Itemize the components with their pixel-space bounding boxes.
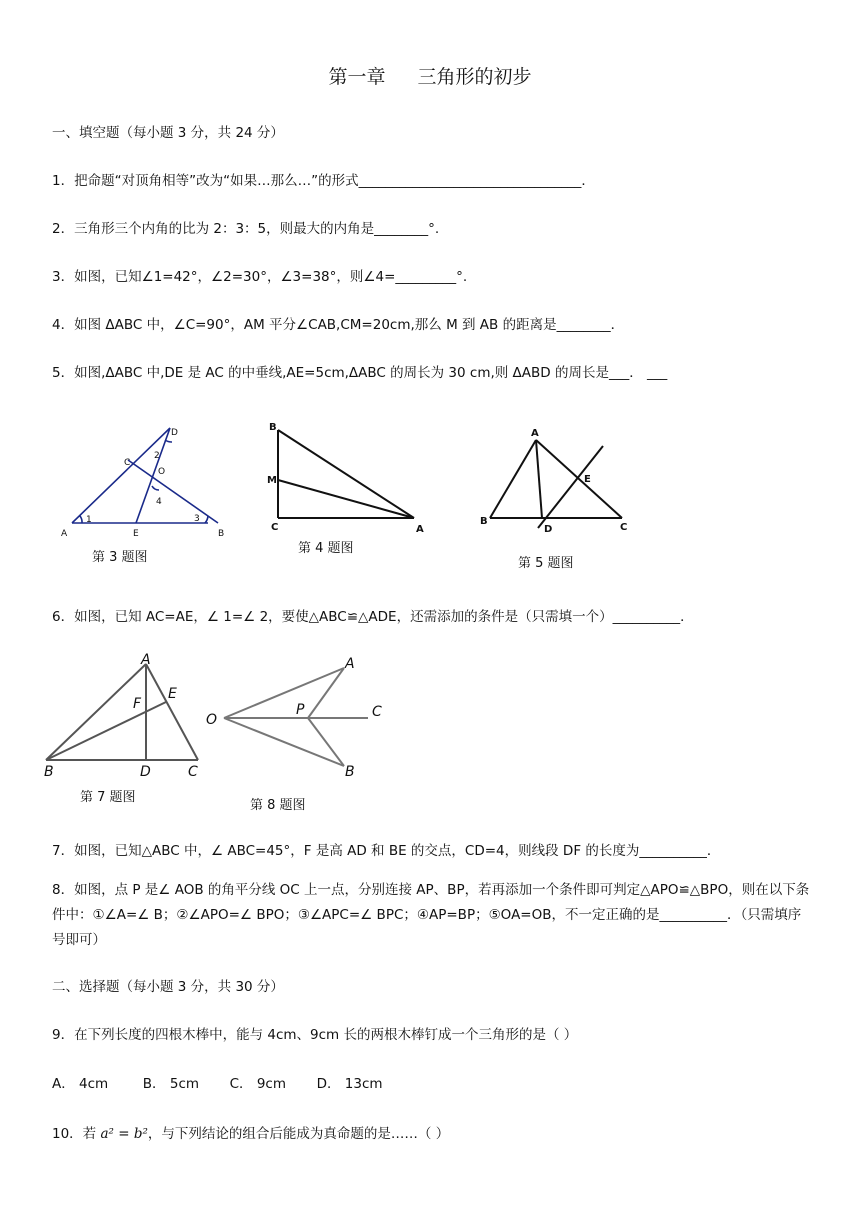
fig3-angle-4 bbox=[152, 486, 159, 490]
fig5-label-b: B bbox=[480, 516, 488, 527]
fig8-label-a: A bbox=[345, 656, 355, 672]
fig3-label-e: E bbox=[133, 529, 139, 539]
question-1: 1．把命题“对顶角相等”改为“如果…那么…”的形式_________________________________． bbox=[52, 173, 595, 189]
page-title bbox=[0, 62, 860, 89]
q9-option-c: C． 9cm bbox=[229, 1076, 286, 1092]
fig3-label-1: 1 bbox=[86, 515, 92, 525]
section-fill-in-heading: 一、填空题（每小题 3 分，共 24 分） bbox=[52, 125, 284, 141]
q9-option-d: D． 13cm bbox=[316, 1076, 383, 1092]
figure-3 bbox=[60, 420, 240, 545]
fig4-segment-am bbox=[278, 480, 414, 518]
fig7-segment-ac bbox=[146, 664, 198, 760]
fig8-label-c: C bbox=[372, 704, 382, 720]
q9-option-b: B． 5cm bbox=[142, 1076, 200, 1092]
fig7-label-c: C bbox=[188, 764, 198, 780]
fig8-label-p: P bbox=[296, 702, 305, 718]
q10-suffix: ，与下列结论的组合后能成为真命题的是……（ ） bbox=[147, 1126, 450, 1142]
fig3-label-o: O bbox=[158, 467, 166, 477]
question-3: 3．如图，已知∠1=42°，∠2=30°，∠3=38°，则∠4=_________°. bbox=[52, 269, 468, 285]
fig7-label-a: A bbox=[141, 652, 151, 668]
figure-8 bbox=[200, 650, 400, 780]
fig3-label-3: 3 bbox=[194, 514, 200, 524]
fig5-segment-ab bbox=[490, 440, 536, 518]
figure-4-caption: 第 4 题图 bbox=[298, 541, 354, 556]
figure-3-caption: 第 3 题图 bbox=[92, 550, 148, 565]
fig4-label-c: C bbox=[271, 522, 279, 533]
figure-4 bbox=[264, 420, 434, 540]
fig3-label-c: C bbox=[124, 458, 131, 468]
fig8-label-o: O bbox=[206, 712, 218, 728]
fig3-label-2: 2 bbox=[154, 451, 160, 461]
fig5-perpendicular-bisector bbox=[538, 446, 603, 528]
chapter-number: 第一章 bbox=[328, 66, 386, 88]
question-9-options bbox=[52, 1072, 383, 1092]
question-4: 4．如图 ΔABC 中，∠C=90°，AM 平分∠CAB,CM=20cm,那么 M 到 AB 的距离是________． bbox=[52, 317, 625, 333]
fig5-label-d: D bbox=[544, 524, 553, 535]
fig7-segment-ab bbox=[46, 664, 146, 760]
fig4-label-a: A bbox=[416, 524, 424, 535]
figure-5 bbox=[476, 424, 636, 539]
fig5-segment-ad bbox=[536, 440, 542, 518]
q10-formula: a² = b² bbox=[100, 1126, 148, 1142]
fig5-label-e: E bbox=[584, 474, 591, 485]
fig3-label-a: A bbox=[61, 529, 68, 539]
fig3-segment-ad bbox=[72, 428, 170, 523]
figure-5-caption: 第 5 题图 bbox=[518, 556, 574, 571]
question-5: 5．如图,ΔABC 中,DE 是 AC 的中垂线,AE=5cm,ΔABC 的周长为 30 cm,则 ΔABD 的周长是___． ___ bbox=[52, 365, 668, 381]
fig3-angle-1 bbox=[80, 516, 82, 523]
fig3-label-b: B bbox=[218, 529, 225, 539]
figure-8-caption: 第 8 题图 bbox=[250, 798, 306, 813]
fig3-segment-cb bbox=[128, 460, 218, 523]
q9-option-a: A． 4cm bbox=[52, 1076, 109, 1092]
section-choice-heading: 二、选择题（每小题 3 分，共 30 分） bbox=[52, 979, 284, 995]
question-8: 8．如图，点 P 是∠ AOB 的角平分线 OC 上一点，分别连接 AP、BP，若再添加一个条件即可判定△APO≌△BPO，则在以下条件中：①∠A=∠ B；②∠APO=∠ BPO；③∠APC=∠ BPC；④AP=BP；⑤OA=OB，不一定正确的是__________．（只需填序号即可） bbox=[52, 882, 810, 948]
fig3-label-4: 4 bbox=[156, 497, 162, 507]
fig5-label-a: A bbox=[531, 428, 539, 439]
fig4-label-m: M bbox=[267, 475, 277, 486]
question-9: 9．在下列长度的四根木棒中，能与 4cm、9cm 长的两根木棒钉成一个三角形的是（ ） bbox=[52, 1027, 578, 1043]
fig3-angle-3 bbox=[205, 516, 208, 523]
question-10 bbox=[52, 1122, 449, 1142]
fig7-label-f: F bbox=[133, 696, 142, 712]
question-2: 2．三角形三个内角的比为 2：3：5，则最大的内角是________°. bbox=[52, 221, 440, 237]
fig7-label-d: D bbox=[140, 764, 151, 780]
fig3-angle-2 bbox=[165, 440, 172, 442]
figure-7-caption: 第 7 题图 bbox=[80, 790, 136, 805]
fig3-label-d: D bbox=[171, 428, 178, 438]
chapter-name: 三角形的初步 bbox=[417, 66, 532, 88]
question-7: 7．如图，已知△ABC 中，∠ ABC=45°，F 是高 AD 和 BE 的交点，CD=4，则线段 DF 的长度为__________． bbox=[52, 843, 721, 859]
fig5-label-c: C bbox=[620, 522, 628, 533]
fig7-label-e: E bbox=[168, 686, 177, 702]
fig7-altitude-be bbox=[46, 702, 166, 760]
fig4-segment-ba bbox=[278, 430, 414, 518]
fig7-label-b: B bbox=[44, 764, 54, 780]
fig8-label-b: B bbox=[345, 764, 355, 780]
question-6: 6．如图，已知 AC=AE，∠ 1=∠ 2，要使△ABC≌△ADE，还需添加的条件是（只需填一个）__________． bbox=[52, 609, 694, 625]
fig4-label-b: B bbox=[269, 422, 277, 433]
figure-7 bbox=[40, 650, 210, 780]
fig5-segment-ac bbox=[536, 440, 622, 518]
q10-prefix: 10．若 bbox=[52, 1126, 101, 1142]
